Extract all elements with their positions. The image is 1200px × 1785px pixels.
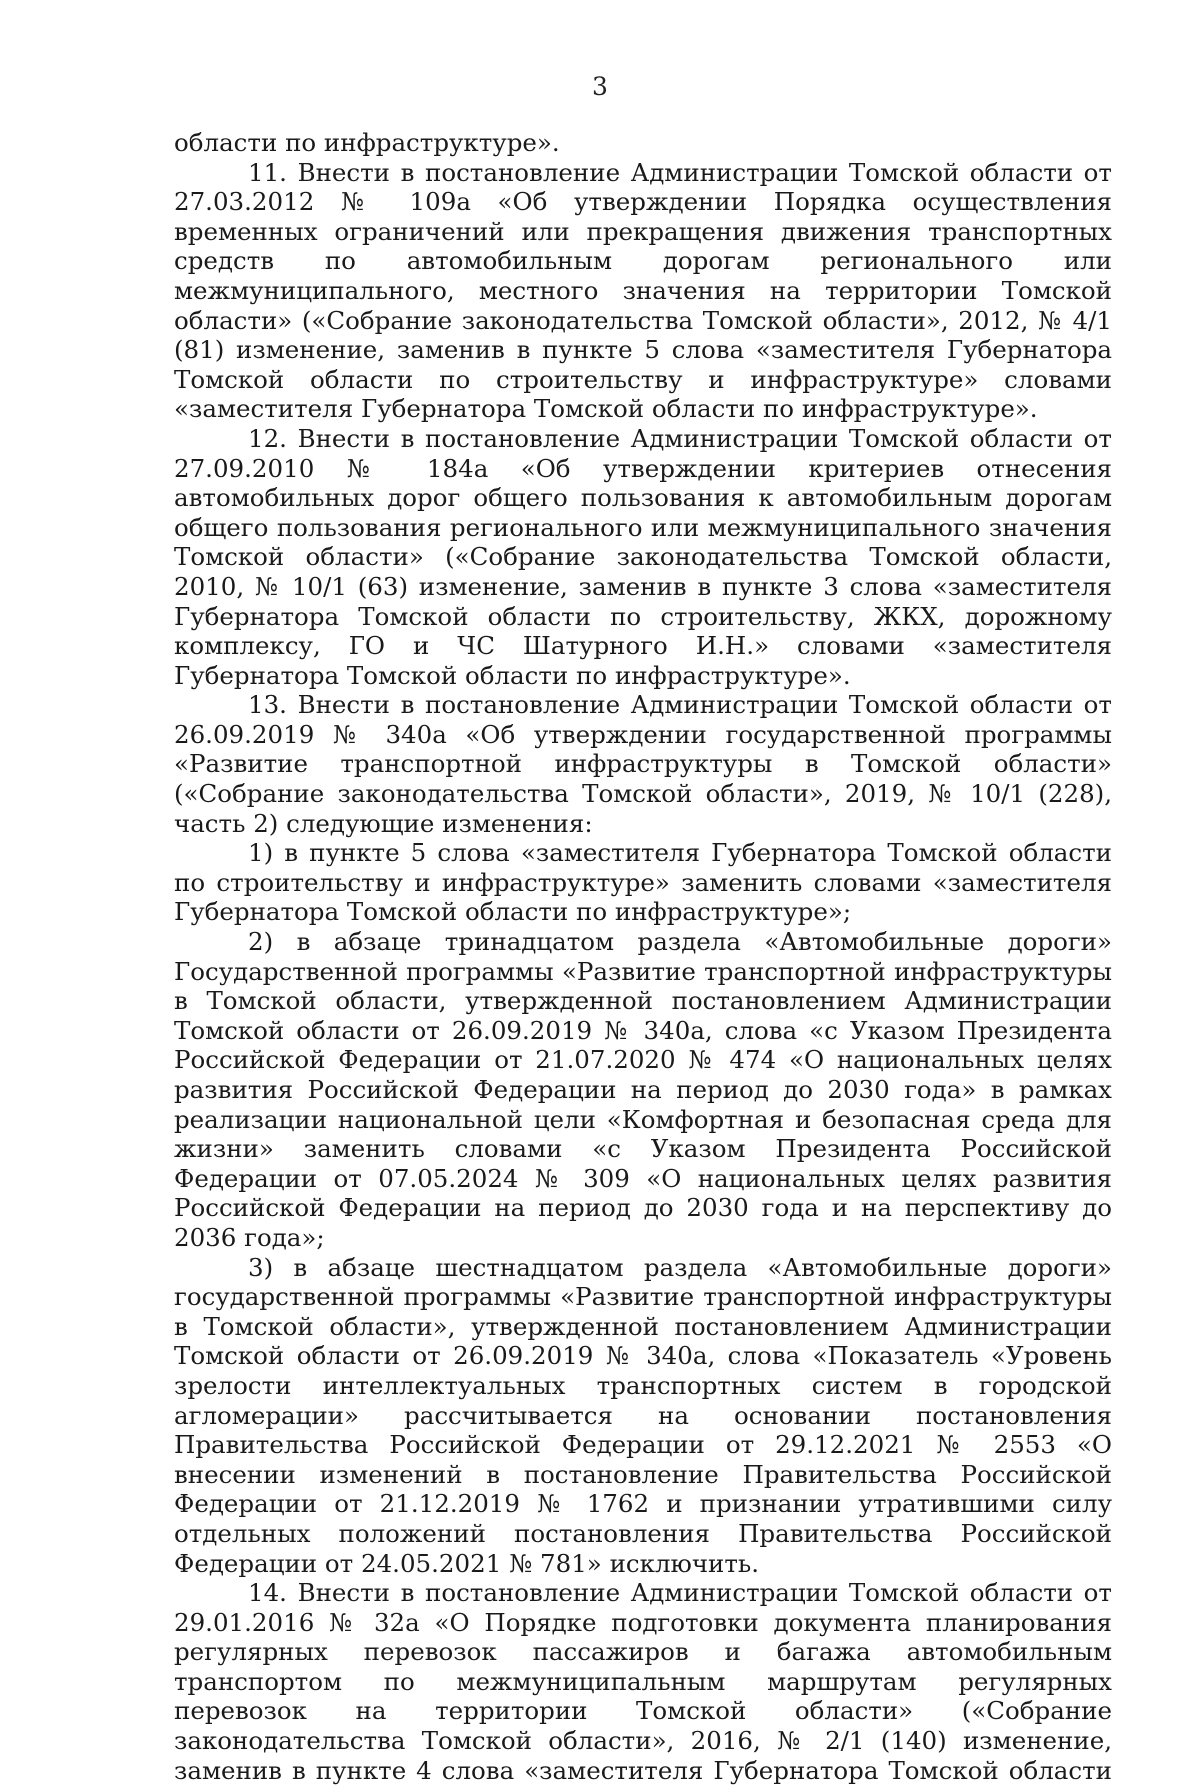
paragraph-continuation: области по инфраструктуре». (174, 128, 560, 157)
paragraph-item-13: 13. Внести в постановление Администрации Томской области от 26.09.2019 № 340а «Об утверждении государственной программы «Развитие транспортной инфраструктуры в Томской области» («Собрание законодательства Томской области», 2019, № 10/1 (228), часть 2) следующие изменения: (174, 690, 1112, 838)
paragraph-subitem-2: 2) в абзаце тринадцатом раздела «Автомобильные дороги» Государственной программы «Развитие транспортной инфраструктуры в Томской области, утвержденной постановлением Администрации Томской области от 26.09.2019 № 340а, слова «с Указом Президента Российской Федерации от 21.07.2020 № 474 «О национальных целях развития Российской Федерации на период до 2030 года» в рамках реализации национальной цели «Комфортная и безопасная среда для жизни» заменить словами «с Указом Президента Российской Федерации от 07.05.2024 № 309 «О национальных целях развития Российской Федерации на период до 2030 года и на перспективу до 2036 года»; (174, 927, 1112, 1252)
paragraph-item-14: 14. Внести в постановление Администрации Томской области от 29.01.2016 № 32а «О Порядке подготовки документа планирования регулярных перевозок пассажиров и багажа автомобильным транспортом по межмуниципальным маршрутам регулярных перевозок на территории Томской области» («Собрание законодательства Томской области», 2016, № 2/1 (140) изменение, заменив в пункте 4 слова «заместителя Губернатора Томской области (174, 1578, 1112, 1785)
paragraph-subitem-1: 1) в пункте 5 слова «заместителя Губернатора Томской области по строительству и инфраструктуре» заменить словами «заместителя Губернатора Томской области по инфраструктуре»; (174, 838, 1112, 927)
paragraph-subitem-3: 3) в абзаце шестнадцатом раздела «Автомобильные дороги» государственной программы «Развитие транспортной инфраструктуры в Томской области», утвержденной постановлением Администрации Томской области от 26.09.2019 № 340а, слова «Показатель «Уровень зрелости интеллектуальных транспортных систем в городской агломерации» рассчитывается на основании постановления Правительства Российской Федерации от 29.12.2021 № 2553 «О внесении изменений в постановление Правительства Российской Федерации от 21.12.2019 № 1762 и признании утратившими силу отдельных положений постановления Правительства Российской Федерации от 24.05.2021 № 781» исключить. (174, 1252, 1112, 1578)
paragraph-item-11: 11. Внести в постановление Администрации Томской области от 27.03.2012 № 109а «Об утверждении Порядка осуществления временных ограничений или прекращения движения транспортных средств по автомобильным дорогам регионального или межмуниципального, местного значения на территории Томской области» («Собрание законодательства Томской области», 2012, № 4/1 (81) изменение, заменив в пункте 5 слова «заместителя Губернатора Томской области по строительству и инфраструктуре» словами «заместителя Губернатора Томской области по инфраструктуре». (174, 157, 1112, 424)
document-body (174, 128, 1112, 1785)
page-number: 3 (592, 72, 608, 101)
paragraph-item-12: 12. Внести в постановление Администрации Томской области от 27.09.2010 № 184а «Об утверждении критериев отнесения автомобильных дорог общего пользования к автомобильным дорогам общего пользования регионального или межмуниципального значения Томской области» («Собрание законодательства Томской области, 2010, № 10/1 (63) изменение, заменив в пункте 3 слова «заместителя Губернатора Томской области по строительству, ЖКХ, дорожному комплексу, ГО и ЧС Шатурного И.Н.» словами «заместителя Губернатора Томской области по инфраструктуре». (174, 423, 1112, 690)
